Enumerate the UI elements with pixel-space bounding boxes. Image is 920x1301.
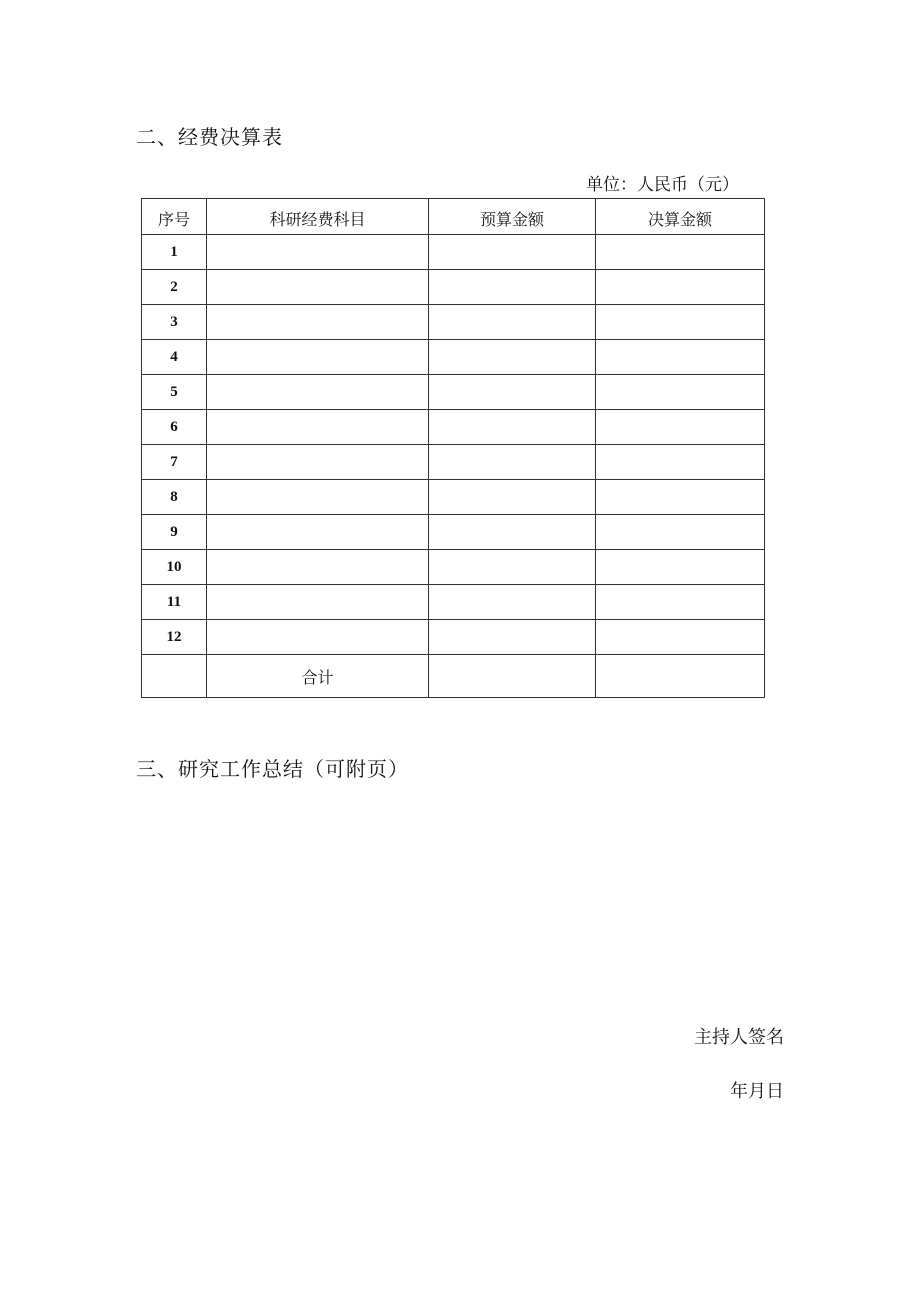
header-budget-amount: 预算金额 [429, 199, 596, 235]
table-row [142, 235, 765, 270]
row-item-cell[interactable] [207, 375, 429, 410]
row-final-cell[interactable] [596, 305, 765, 340]
row-budget-cell[interactable] [429, 270, 596, 305]
row-budget-cell[interactable] [429, 585, 596, 620]
table-row [142, 445, 765, 480]
row-final-cell[interactable] [596, 620, 765, 655]
row-index: 3 [142, 305, 207, 340]
row-index: 4 [142, 340, 207, 375]
row-final-cell[interactable] [596, 235, 765, 270]
table-row [142, 410, 765, 445]
row-index: 7 [142, 445, 207, 480]
header-final-amount: 决算金额 [596, 199, 765, 235]
row-item-cell[interactable] [207, 270, 429, 305]
total-final-cell[interactable] [596, 655, 765, 698]
row-final-cell[interactable] [596, 515, 765, 550]
row-budget-cell[interactable] [429, 340, 596, 375]
row-final-cell[interactable] [596, 375, 765, 410]
table-row [142, 305, 765, 340]
table-row [142, 585, 765, 620]
row-item-cell[interactable] [207, 515, 429, 550]
row-item-cell[interactable] [207, 480, 429, 515]
total-budget-cell[interactable] [429, 655, 596, 698]
table-row [142, 480, 765, 515]
table-header-row [142, 199, 765, 235]
header-item: 科研经费科目 [207, 199, 429, 235]
row-budget-cell[interactable] [429, 305, 596, 340]
table-row [142, 340, 765, 375]
row-item-cell[interactable] [207, 305, 429, 340]
row-index: 1 [142, 235, 207, 270]
row-item-cell[interactable] [207, 235, 429, 270]
budget-section-title: 二、经费决算表 [136, 125, 283, 149]
table-row [142, 550, 765, 585]
row-item-cell[interactable] [207, 340, 429, 375]
row-budget-cell[interactable] [429, 620, 596, 655]
row-index: 6 [142, 410, 207, 445]
row-final-cell[interactable] [596, 270, 765, 305]
row-final-cell[interactable] [596, 410, 765, 445]
row-item-cell[interactable] [207, 585, 429, 620]
row-index: 5 [142, 375, 207, 410]
row-index: 8 [142, 480, 207, 515]
row-item-cell[interactable] [207, 410, 429, 445]
row-final-cell[interactable] [596, 585, 765, 620]
row-final-cell[interactable] [596, 480, 765, 515]
row-index: 2 [142, 270, 207, 305]
total-index-cell [142, 655, 207, 698]
date-label: 年月日 [730, 1081, 784, 1102]
table-row [142, 515, 765, 550]
row-index: 10 [142, 550, 207, 585]
table-row [142, 270, 765, 305]
table-row [142, 620, 765, 655]
row-budget-cell[interactable] [429, 515, 596, 550]
row-budget-cell[interactable] [429, 550, 596, 585]
total-row [142, 655, 765, 698]
row-budget-cell[interactable] [429, 445, 596, 480]
summary-section-title: 三、研究工作总结（可附页） [136, 757, 409, 781]
total-label: 合计 [207, 655, 429, 698]
table-row [142, 375, 765, 410]
row-index: 9 [142, 515, 207, 550]
row-budget-cell[interactable] [429, 410, 596, 445]
row-final-cell[interactable] [596, 445, 765, 480]
row-item-cell[interactable] [207, 620, 429, 655]
row-index: 12 [142, 620, 207, 655]
budget-table [141, 198, 765, 698]
row-index: 11 [142, 585, 207, 620]
row-budget-cell[interactable] [429, 375, 596, 410]
signature-label: 主持人签名 [694, 1027, 784, 1048]
row-item-cell[interactable] [207, 550, 429, 585]
row-final-cell[interactable] [596, 550, 765, 585]
row-item-cell[interactable] [207, 445, 429, 480]
currency-unit-label: 单位：人民币（元） [586, 175, 739, 195]
row-budget-cell[interactable] [429, 480, 596, 515]
row-final-cell[interactable] [596, 340, 765, 375]
row-budget-cell[interactable] [429, 235, 596, 270]
header-index: 序号 [142, 199, 207, 235]
